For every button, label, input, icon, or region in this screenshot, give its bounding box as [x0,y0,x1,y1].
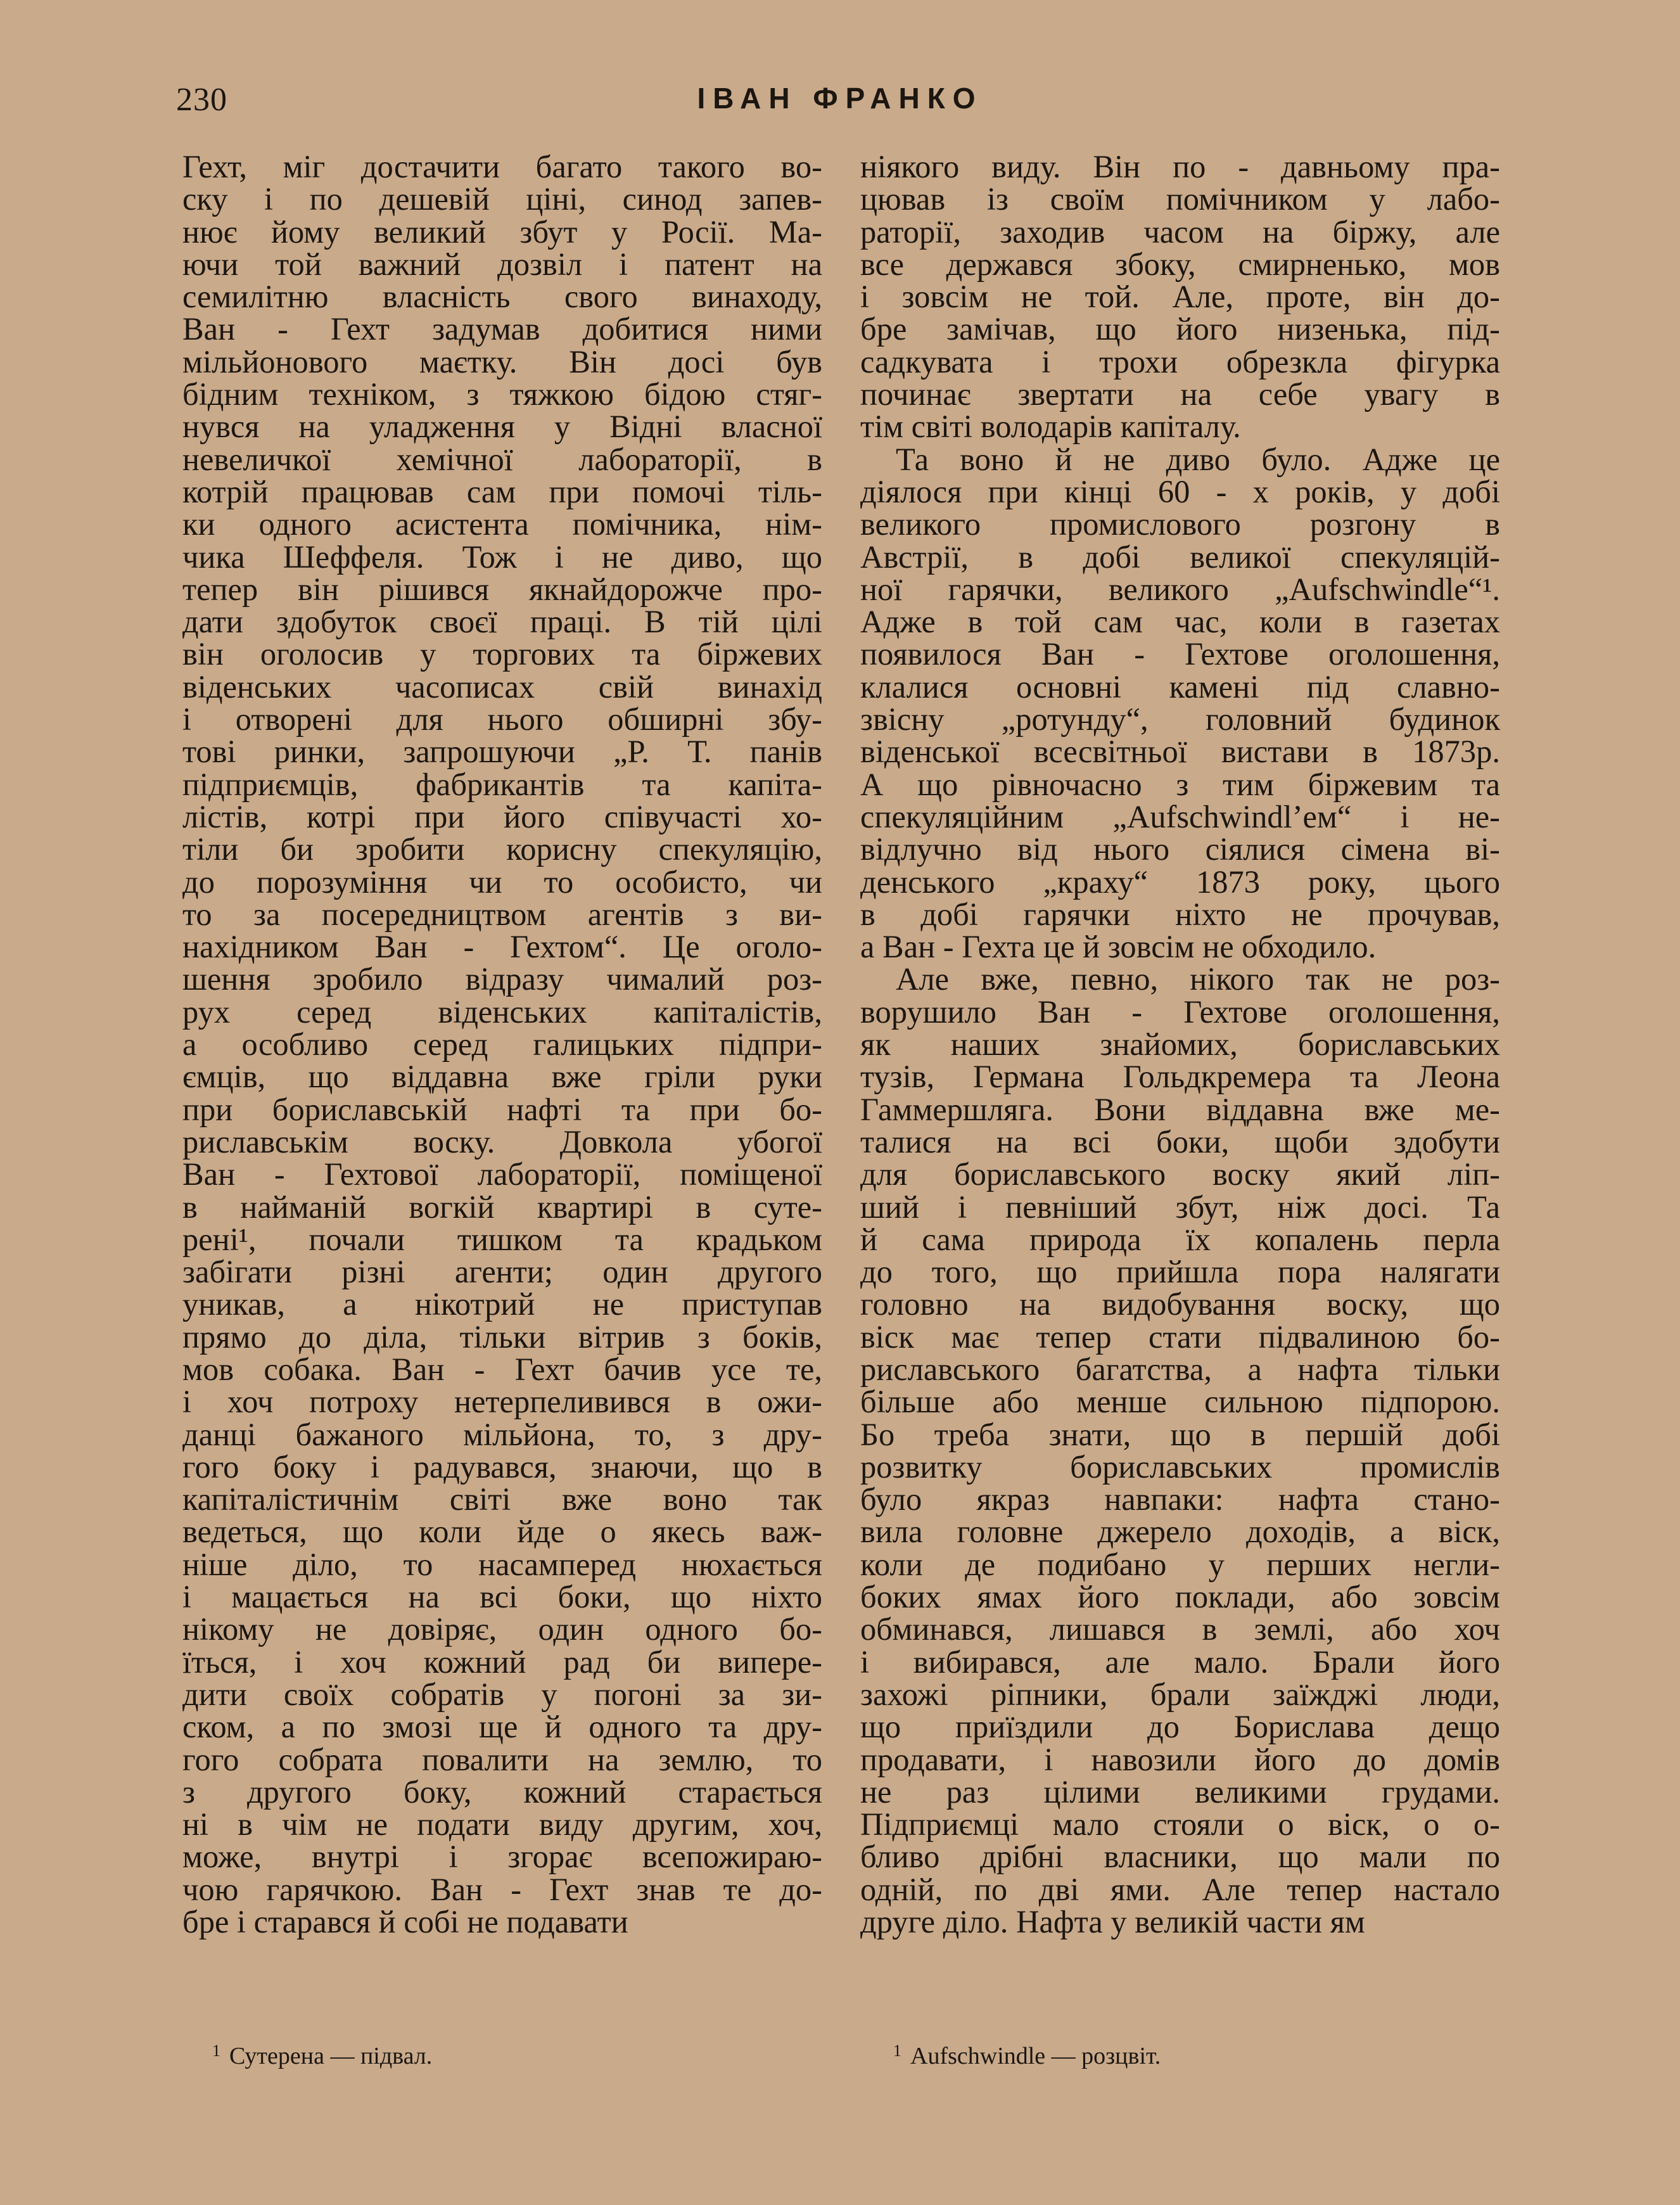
footnote-text: Сутерена — підвал. [229,2043,433,2069]
footnote-text: Aufschwindle — розцвіт. [910,2043,1161,2069]
text-line: ки одного асистента помічника, нім- [182,506,822,542]
text-line: нює йому великий збут у Росії. Ма- [182,214,822,250]
text-line: головно на видобування воску, що [860,1286,1500,1322]
text-line: при бориславській нафті та при бо- [182,1091,822,1127]
text-line: ворушило Ван - Гехтове оголошення, [860,994,1500,1030]
text-line: талися на всі боки, щоби здобути [860,1123,1500,1160]
right-text-column [860,151,1500,1938]
text-line: віск має тепер стати підвалиною бо- [860,1319,1500,1355]
text-line: ної гарячки, великого „Aufschwindle“¹. [860,571,1500,607]
left-text-column [182,151,822,1938]
text-line: шення зробило відразу чималий роз- [182,961,822,997]
text-line: нахідником Ван - Гехтом“. Це оголо- [182,929,822,965]
text-line: захожі ріпники, брали заїжджі люди, [860,1676,1500,1712]
text-line: і зовсім не той. Але, проте, він до- [860,279,1500,315]
text-line: для бориславського воску який ліп- [860,1156,1500,1192]
text-line: появилося Ван - Гехтове оголошення, [860,636,1500,672]
text-line: ший і певніший збут, ніж досі. Та [860,1189,1500,1225]
text-line: що приїздили до Борислава дещо [860,1709,1500,1745]
text-line: віденських часописах свій винахід [182,668,822,705]
page-number: 230 [176,82,227,118]
text-line: боких ямах його поклади, або зовсім [860,1579,1500,1615]
text-line: нікому не довіряє, один одного бо- [182,1611,822,1647]
text-line: ніякого виду. Він по - давньому пра- [860,149,1500,184]
text-line: обминався, лишався в землі, або хоч [860,1611,1500,1647]
text-line: підприємців, фабрикантів та капіта- [182,766,822,802]
text-line: і отворені для нього обширні збу- [182,701,822,738]
text-line: ючи той важний дозвіл і патент на [182,246,822,282]
text-line: ємців, що віддавна вже гріли руки [182,1059,822,1095]
text-line: А що рівночасно з тим біржевим та [860,766,1500,802]
running-head [0,81,1680,119]
text-line: Гаммершляга. Вони віддавна вже ме- [860,1091,1500,1127]
text-line: може, внутрі і згорає всепожираю- [182,1839,822,1875]
text-line: тім світі володарів капіталу. [860,409,1241,445]
text-line: нувся на уладження у Відні власної [182,409,822,445]
text-line: й сама природа їх копалень перла [860,1221,1500,1257]
text-line: розвитку бориславських промислів [860,1448,1500,1485]
text-line: бре і старався й собі не подавати [182,1904,628,1940]
text-line: друге діло. Нафта у великій части ям [860,1904,1365,1940]
text-line: спекуляційним „Aufschwindl’ем“ і не- [860,798,1500,834]
text-line: Ван - Гехт задумав добитися ними [182,311,822,347]
text-line: капіталістичнім світі вже воно так [182,1481,822,1518]
text-line: все держався збоку, смирненько, мов [860,246,1500,282]
text-line: денського „краху“ 1873 року, цього [860,864,1500,900]
text-line: до порозуміння чи то особисто, чи [182,864,822,900]
text-line: данці бажаного мільйона, то, з дру- [182,1416,822,1452]
text-line: а особливо серед галицьких підпри- [182,1026,822,1063]
text-line: і хоч потроху нетерпеливився в ожи- [182,1384,822,1420]
text-line: прямо до діла, тільки вітрив з боків, [182,1319,822,1355]
footnote-right [893,2042,1161,2070]
text-line: в найманій вогкій квартирі в суте- [182,1189,822,1225]
text-line: уникав, а нікотрий не приступав [182,1286,822,1322]
text-line: дити своїх собратів у погоні за зи- [182,1676,822,1712]
text-line: риславськім воску. Довкола убогої [182,1123,822,1160]
text-line: ведеться, що коли йде о якесь важ- [182,1514,822,1550]
text-line: мов собака. Ван - Гехт бачив усе те, [182,1351,822,1387]
text-line: чика Шеффеля. Тож і не диво, що [182,539,822,575]
text-line: більше або менше сильною підпорою. [860,1384,1500,1420]
text-line: дати здобуток своєї праці. В тій цілі [182,604,822,640]
text-line: клалися основні камені під славно- [860,668,1500,705]
text-line: Адже в той сам час, коли в газетах [860,604,1500,640]
text-line: бідним техніком, з тяжкою бідою стяг- [182,376,822,412]
text-line: мільйонового маєтку. Він досі був [182,343,822,380]
text-line: відлучно від нього сіялися сімена ві- [860,831,1500,867]
text-line: то за посередництвом агентів з ви- [182,896,822,932]
text-line: садкувата і трохи обрезкла фігурка [860,343,1500,380]
text-line: і мацається на всі боки, що ніхто [182,1579,822,1615]
text-line: чою гарячкою. Ван - Гехт знав те до- [182,1871,822,1907]
text-line: тузів, Германа Гольдкремера та Леона [860,1059,1500,1095]
text-line: великого промислового розгону в [860,506,1500,542]
text-line: вила головне джерело доходів, а віск, [860,1514,1500,1550]
text-line: раторії, заходив часом на біржу, але [860,214,1500,250]
text-line: ні в чім не подати виду другим, хоч, [182,1806,822,1843]
text-line: починає звертати на себе увагу в [860,376,1500,412]
text-line: і вибирався, але мало. Брали його [860,1644,1500,1680]
footnote-marker: 1 [893,2042,901,2060]
text-line: з другого боку, кожний старається [182,1774,822,1810]
text-line: семилітню власність свого винаходу, [182,279,822,315]
text-line: як наших знайомих, бориславських [860,1026,1500,1063]
footnote-marker: 1 [212,2042,220,2060]
text-line: до того, що прийшла пора налягати [860,1254,1500,1290]
text-line: рух серед віденських капіталістів, [182,994,822,1030]
text-line: продавати, і навозили його до домів [860,1741,1500,1777]
text-line: Та воно й не диво було. Адже це [896,441,1500,477]
text-line: звісну „ротунду“, головний будинок [860,701,1500,738]
text-line: Гехт, міг достачити багато такого во- [182,149,822,184]
text-line: а Ван - Гехта це й зовсім не обходило. [860,929,1377,965]
text-line: риславського багатства, а нафта тільки [860,1351,1500,1387]
text-line: Австрії, в добі великої спекуляцій- [860,539,1500,575]
text-line: котрій працював сам при помочі тіль- [182,473,822,509]
text-line: не раз цілими великими грудами. [860,1774,1500,1810]
running-title: ІВАН ФРАНКО [697,82,983,115]
text-line: тові ринки, запрошуючи „Р. Т. панів [182,734,822,770]
text-line: діялося при кінці 60 - х років, у добі [860,473,1500,509]
text-line: лістів, котрі при його співучасті хо- [182,798,822,834]
text-line: Бо треба знати, що в першій добі [860,1416,1500,1452]
text-line: було якраз навпаки: нафта стано- [860,1481,1500,1518]
text-line: ску і по дешевій ціні, синод запев- [182,181,822,217]
text-line: він оголосив у торгових та біржевих [182,636,822,672]
text-line: ніше діло, то насамперед нюхається [182,1546,822,1582]
text-line: Підприємці мало стояли о віск, о о- [860,1806,1500,1843]
text-line: забігати різні агенти; один другого [182,1254,822,1290]
text-line: рені¹, почали тишком та крадьком [182,1221,822,1257]
text-line: одній, по дві ями. Але тепер настало [860,1871,1500,1907]
footnote-left [212,2042,432,2070]
text-line: бливо дрібні власники, що мали по [860,1839,1500,1875]
text-line: гого боку і радувався, знаючи, що в [182,1448,822,1485]
text-line: бре замічав, що його низенька, під- [860,311,1500,347]
text-line: тепер він рішився якнайдорожче про- [182,571,822,607]
text-line: в добі гарячки ніхто не прочував, [860,896,1500,932]
text-line: їться, і хоч кожний рад би випере- [182,1644,822,1680]
text-line: віденської всесвітньої вистави в 1873р. [860,734,1500,770]
text-line: Ван - Гехтової лабораторії, поміщеної [182,1156,822,1192]
text-line: невеличкої хемічної лабораторії, в [182,441,822,477]
text-line: Але вже, певно, нікого так не роз- [896,961,1500,997]
text-line: цював із своїм помічником у лабо- [860,181,1500,217]
text-line: тіли би зробити корисну спекуляцію, [182,831,822,867]
text-line: гого собрата повалити на землю, то [182,1741,822,1777]
text-line: ском, а по змозі ще й одного та дру- [182,1709,822,1745]
text-line: коли де подибано у перших негли- [860,1546,1500,1582]
